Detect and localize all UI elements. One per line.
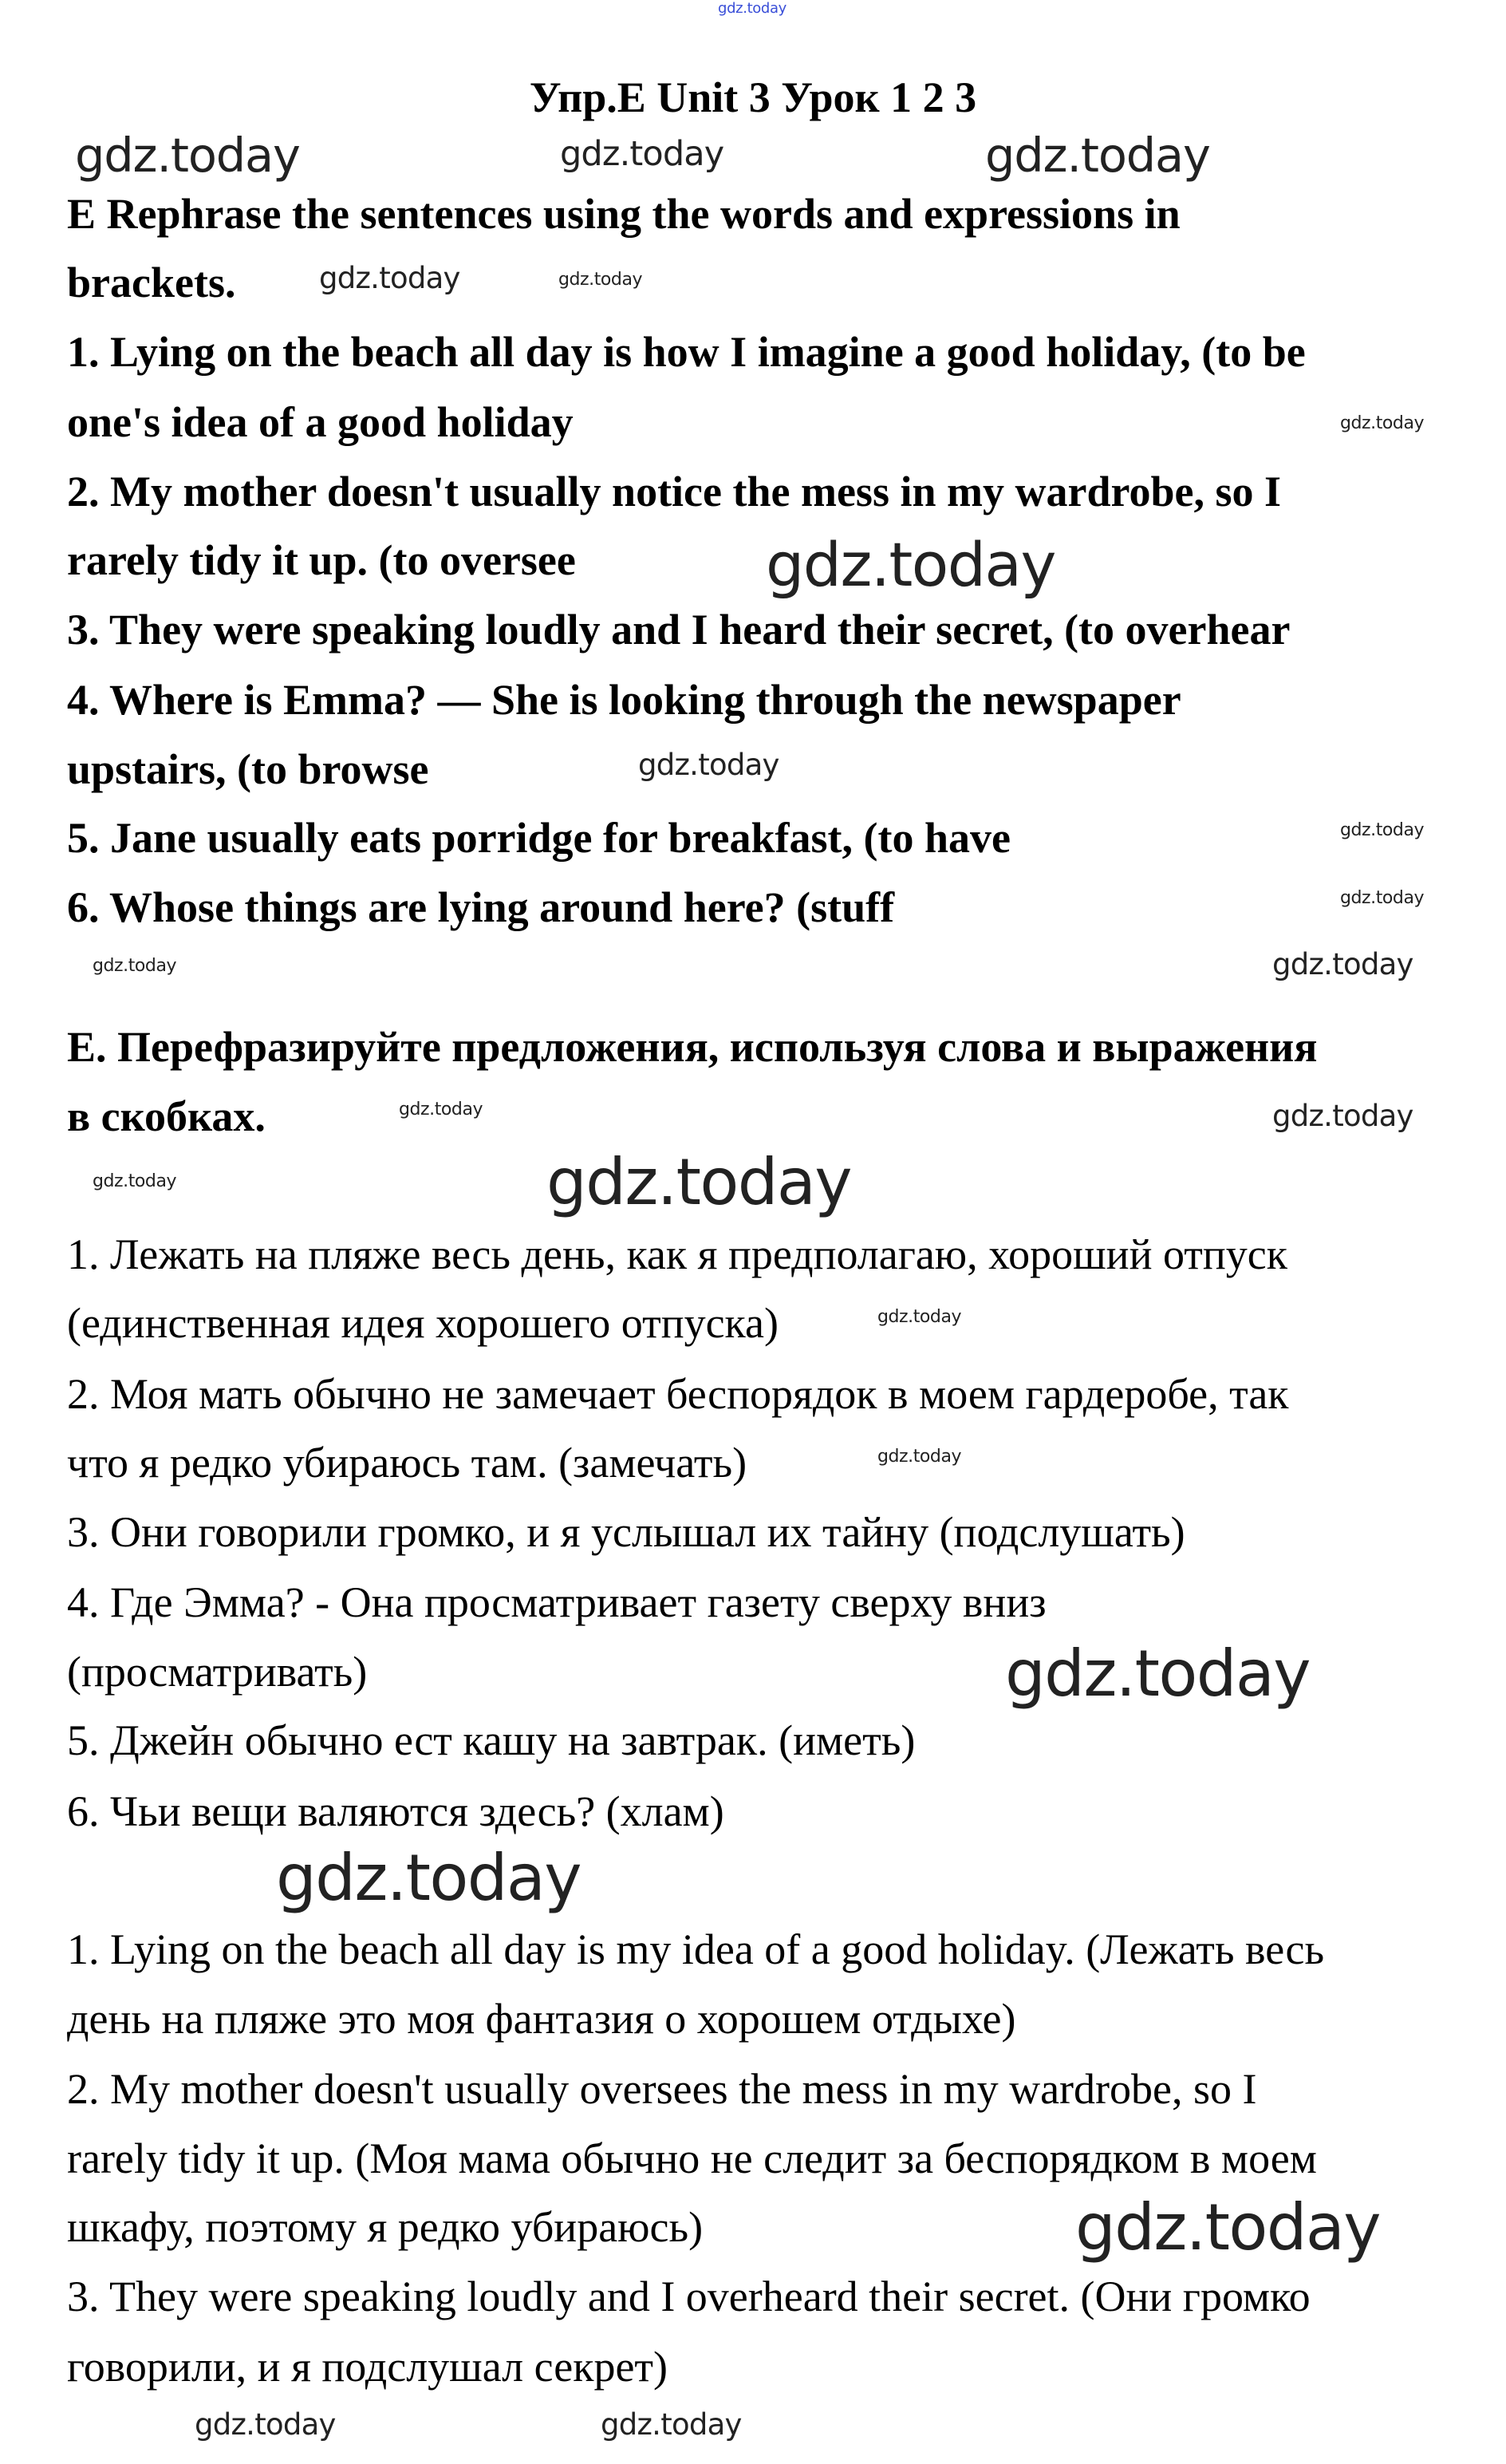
watermark: gdz.today xyxy=(1340,820,1425,840)
watermark: gdz.today xyxy=(718,0,787,17)
answer-line: rarely tidy it up. (Моя мама обычно не следит за беспорядком в моем xyxy=(67,2134,1317,2182)
answer-line: 2. My mother doesn't usually oversees the mess in my wardrobe, so I xyxy=(67,2065,1257,2113)
watermark: gdz.today xyxy=(93,956,177,976)
watermark: gdz.today xyxy=(399,1100,483,1119)
watermark: gdz.today xyxy=(195,2407,336,2442)
answer-line: говорили, и я подслушал секрет) xyxy=(67,2343,668,2391)
watermark: gdz.today xyxy=(877,1447,962,1467)
task-en-line: 2. My mother doesn't usually notice the mess in my wardrobe, so I xyxy=(67,468,1281,515)
watermark: gdz.today xyxy=(766,529,1055,600)
watermark: gdz.today xyxy=(319,261,460,295)
task-en-line: 3. They were speaking loudly and I heard their secret, (to overhear xyxy=(67,606,1291,654)
task-ru-line: в скобках. xyxy=(67,1092,266,1140)
answer-line: день на пляже это моя фантазия о хорошем отдыхе) xyxy=(67,1995,1016,2043)
watermark: gdz.today xyxy=(1340,413,1425,433)
watermark: gdz.today xyxy=(558,270,643,290)
translation-line: (просматривать) xyxy=(67,1648,368,1696)
task-en-line: rarely tidy it up. (to oversee xyxy=(67,536,576,584)
watermark: gdz.today xyxy=(985,128,1210,183)
translation-line: 2. Моя мать обычно не замечает беспорядок в моем гардеробе, так xyxy=(67,1370,1289,1418)
translation-line: 6. Чьи вещи валяются здесь? (хлам) xyxy=(67,1787,724,1835)
translation-line: 3. Они говорили громко, и я услышал их тайну (подслушать) xyxy=(67,1508,1185,1556)
watermark: gdz.today xyxy=(560,134,724,174)
watermark: gdz.today xyxy=(276,1841,582,1915)
task-en-line: 1. Lying on the beach all day is how I imagine a good holiday, (to be xyxy=(67,328,1306,376)
answer-line: 1. Lying on the beach all day is my idea of a good holiday. (Лежать весь xyxy=(67,1925,1325,1973)
watermark: gdz.today xyxy=(638,748,779,782)
watermark: gdz.today xyxy=(546,1145,852,1219)
answer-line: шкафу, поэтому я редко убираюсь) xyxy=(67,2203,704,2251)
watermark: gdz.today xyxy=(601,2407,742,2442)
answer-line: 3. They were speaking loudly and I overheard their secret. (Они громко xyxy=(67,2272,1311,2320)
page-title: Упр.E Unit 3 Урок 1 2 3 xyxy=(529,73,977,121)
task-en-line: upstairs, (to browse xyxy=(67,745,429,793)
task-en-line: 5. Jane usually eats porridge for breakfast, (to have xyxy=(67,814,1011,862)
task-en-line: 6. Whose things are lying around here? (stuff xyxy=(67,883,895,931)
watermark: gdz.today xyxy=(93,1171,177,1191)
translation-line: 5. Джейн обычно ест кашу на завтрак. (иметь) xyxy=(67,1716,916,1764)
translation-line: (единственная идея хорошего отпуска) xyxy=(67,1299,779,1347)
task-ru-line: E. Перефразируйте предложения, используя слова и выражения xyxy=(67,1023,1318,1071)
watermark: gdz.today xyxy=(1075,2190,1381,2265)
watermark: gdz.today xyxy=(1272,947,1413,981)
task-en-line: 4. Where is Emma? — She is looking through the newspaper xyxy=(67,676,1181,724)
translation-line: 1. Лежать на пляже весь день, как я предполагаю, хороший отпуск xyxy=(67,1230,1287,1278)
task-en-line: E Rephrase the sentences using the words and expressions in xyxy=(67,190,1181,238)
task-en-line: brackets. xyxy=(67,259,236,306)
watermark: gdz.today xyxy=(1005,1637,1311,1711)
task-en-line: one's idea of a good holiday xyxy=(67,398,574,446)
watermark: gdz.today xyxy=(75,128,300,183)
watermark: gdz.today xyxy=(1340,888,1425,908)
translation-line: что я редко убираюсь там. (замечать) xyxy=(67,1439,747,1487)
watermark: gdz.today xyxy=(1272,1099,1413,1133)
watermark: gdz.today xyxy=(877,1307,962,1327)
translation-line: 4. Где Эмма? - Она просматривает газету сверху вниз xyxy=(67,1578,1047,1626)
